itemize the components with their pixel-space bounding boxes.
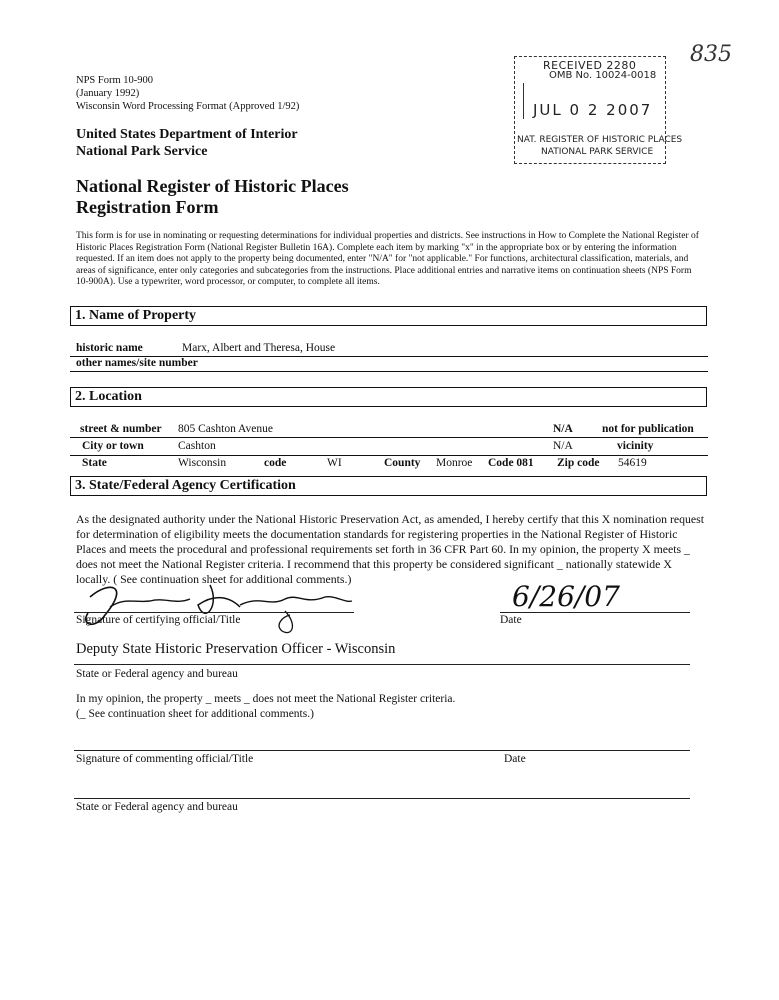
form-title bbox=[76, 176, 349, 218]
stamp-received: RECEIVED 2280 bbox=[543, 59, 637, 72]
instructions-text: This form is for use in nominating or requesting determinations for individual properties and districts. See instructions in How to Complete the National Register of Historic Places Registration Form (National Register Bulletin 16A). Complete each item by marking "x" in the appropriate box or by entering the information requested. If an item does not apply to the property being documented, enter "N/A" for "not applicable." For functions, architectural classification, materials, and areas of significance, enter only categories and subcategories from the instructions. Place additional entries and narrative items on continuation sheets (NPS Form 10-900A). Use a typewriter, word processor, or computer, to complete all items. bbox=[76, 231, 699, 288]
code-value: WI bbox=[327, 457, 342, 469]
signature-label: Signature of certifying official/Title bbox=[76, 614, 241, 626]
form-number: NPS Form 10-900 bbox=[76, 75, 154, 86]
code-label: code bbox=[264, 457, 287, 469]
received-stamp bbox=[514, 56, 683, 164]
date-label-2: Date bbox=[504, 753, 526, 765]
commenting-label: Signature of commenting official/Title bbox=[76, 753, 254, 765]
handwritten-date: 6/26/07 bbox=[512, 580, 620, 613]
date-label: Date bbox=[500, 614, 522, 626]
zip-label: Zip code bbox=[557, 457, 600, 469]
other-names-label: other names/site number bbox=[76, 357, 198, 369]
county-value: Monroe bbox=[436, 457, 473, 469]
zip-value: 54619 bbox=[618, 457, 647, 469]
date-line bbox=[500, 612, 690, 613]
dept-line2: National Park Service bbox=[76, 144, 208, 159]
city-na: N/A bbox=[553, 440, 573, 452]
divider bbox=[70, 437, 708, 438]
agency-label: State or Federal agency and bureau bbox=[76, 668, 238, 680]
opinion-line1: In my opinion, the property _ meets _ does not meet the National Register criteria. bbox=[76, 693, 456, 705]
department bbox=[76, 126, 298, 160]
street-value: 805 Cashton Avenue bbox=[178, 423, 273, 435]
city-value: Cashton bbox=[178, 440, 216, 452]
stamp-line4: NATIONAL PARK SERVICE bbox=[541, 147, 654, 157]
historic-name-value: Marx, Albert and Theresa, House bbox=[182, 342, 336, 354]
title-line2: Registration Form bbox=[76, 197, 219, 217]
county-code: Code 081 bbox=[488, 457, 534, 469]
county-label: County bbox=[384, 457, 421, 469]
section-2-heading: 2. Location bbox=[70, 387, 707, 407]
section-3-heading: 3. State/Federal Agency Certification bbox=[70, 476, 707, 496]
not-for-publication: not for publication bbox=[602, 423, 694, 435]
agency-line bbox=[74, 664, 690, 665]
stamp-omb: OMB No. 10024-0018 bbox=[549, 70, 657, 81]
form-date: (January 1992) bbox=[76, 88, 140, 99]
form-meta bbox=[76, 74, 299, 113]
opinion-line2: (_ See continuation sheet for additional comments.) bbox=[76, 708, 314, 720]
section-1-heading: 1. Name of Property bbox=[70, 306, 707, 326]
format-note: Wisconsin Word Processing Format (Approved 1/92) bbox=[76, 101, 300, 112]
divider bbox=[70, 455, 708, 456]
divider bbox=[70, 371, 708, 372]
state-label: State bbox=[82, 457, 107, 469]
handwritten-signature bbox=[70, 575, 360, 645]
handwritten-number: 835 bbox=[690, 42, 732, 67]
state-value: Wisconsin bbox=[178, 457, 227, 469]
agency-line-2 bbox=[74, 798, 690, 799]
stamp-date: JUL 0 2 2007 bbox=[533, 101, 653, 119]
stamp-line3: NAT. REGISTER OF HISTORIC PLACES bbox=[517, 135, 683, 145]
commenting-signature-line bbox=[74, 750, 690, 751]
signature-line bbox=[74, 612, 354, 613]
vicinity: vicinity bbox=[617, 440, 654, 452]
official-title: Deputy State Historic Preservation Officer - Wisconsin bbox=[76, 641, 396, 657]
historic-name-label: historic name bbox=[76, 342, 143, 354]
street-label: street & number bbox=[80, 423, 162, 435]
certification-text: As the designated authority under the National Historic Preservation Act, as amended, I hereby certify that this X nomination request for determination of eligibility meets the documentation standards for registering properties in the National Register of Historic Places and meets the procedural and professional requirements set forth in 36 CFR Part 60. In my opinion, the property X meets _ does not meet the National Register criteria. I recommend that this property be considered significant _ nationally statewide X locally. ( See continuation sheet for additional comments.) bbox=[76, 512, 705, 586]
city-label: City or town bbox=[82, 440, 144, 452]
agency-label-2: State or Federal agency and bureau bbox=[76, 801, 238, 813]
street-na: N/A bbox=[553, 423, 573, 435]
dept-line1: United States Department of Interior bbox=[76, 127, 298, 142]
title-line1: National Register of Historic Places bbox=[76, 176, 349, 196]
